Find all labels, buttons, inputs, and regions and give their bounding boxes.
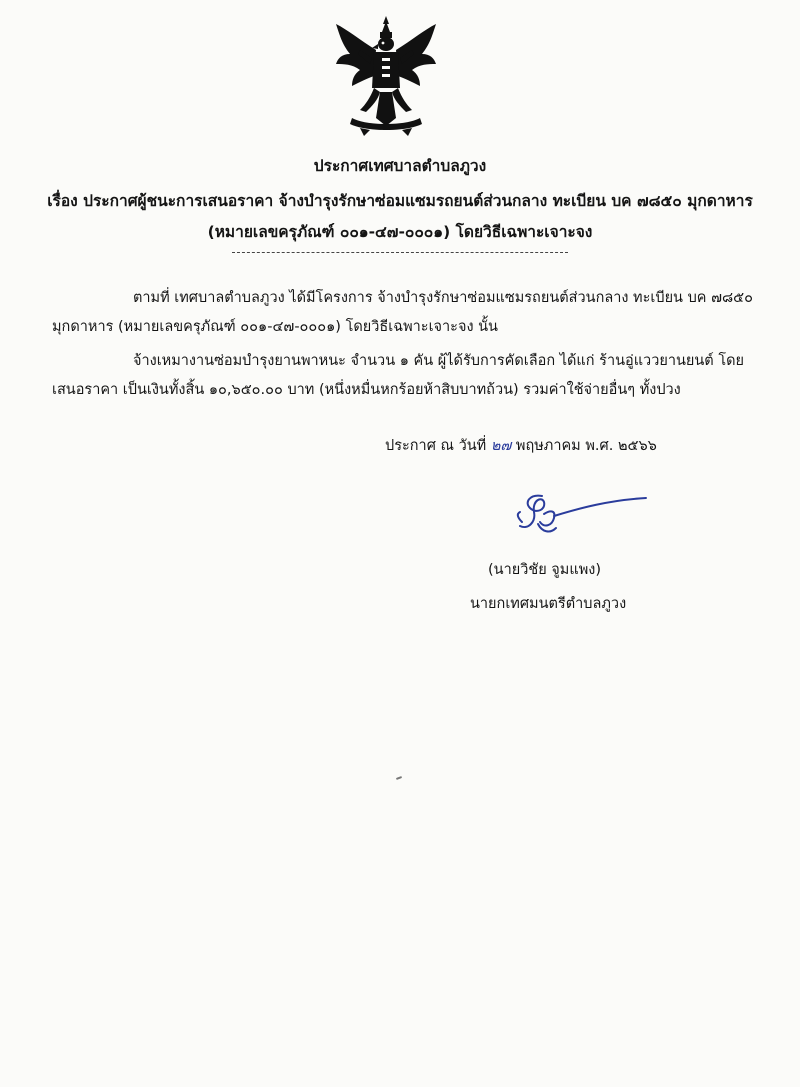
subject-line: เรื่อง ประกาศผู้ชนะการเสนอราคา จ้างบำรุงรักษาซ่อมแซมรถยนต์ส่วนกลาง ทะเบียน บค ๗๘๕๐ มุกดาหาร [47,192,753,210]
dashed-separator [232,252,568,253]
paragraph-1-line-2: มุกดาหาร (หมายเลขครุภัณฑ์ ๐๐๑-๔๗-๐๐๐๑) โดยวิธีเฉพาะเจาะจง นั้น [52,319,498,335]
signatory-position: นายกเทศมนตรีตำบลภูวง [470,596,627,612]
scan-speck [396,776,402,780]
announcement-date [385,434,657,457]
handwritten-signature [510,488,656,542]
paragraph-2-line-1: จ้างเหมางานซ่อมบำรุงยานพาหนะ จำนวน ๑ คัน ผู้ได้รับการคัดเลือก ได้แก่ ร้านอู่แววยานยนต์ โดย [133,353,745,369]
document-title: ประกาศเทศบาลตำบลภูวง [313,157,487,175]
date-prefix: ประกาศ ณ วันที่ [385,438,491,454]
paragraph-1-line-1: ตามที่ เทศบาลตำบลภูวง ได้มีโครงการ จ้างบำรุงรักษาซ่อมแซมรถยนต์ส่วนกลาง ทะเบียน บค ๗๘๕๐ [133,290,754,306]
paragraph-2-line-2: เสนอราคา เป็นเงินทั้งสิ้น ๑๐,๖๕๐.๐๐ บาท (หนึ่งหมื่นหกร้อยห้าสิบบาทถ้วน) รวมค่าใช้จ่ายอื่นๆ ทั้งปวง [52,382,681,398]
subject-line-2: (หมายเลขครุภัณฑ์ ๐๐๑-๔๗-๐๐๐๑) โดยวิธีเฉพาะเจาะจง [207,223,593,241]
date-day-handwritten: ๒๗ [490,438,512,454]
signatory-name: (นายวิชัย จูมแพง) [488,562,601,578]
garuda-emblem-icon [330,14,442,136]
date-suffix: พฤษภาคม พ.ศ. ๒๕๖๖ [511,438,657,454]
